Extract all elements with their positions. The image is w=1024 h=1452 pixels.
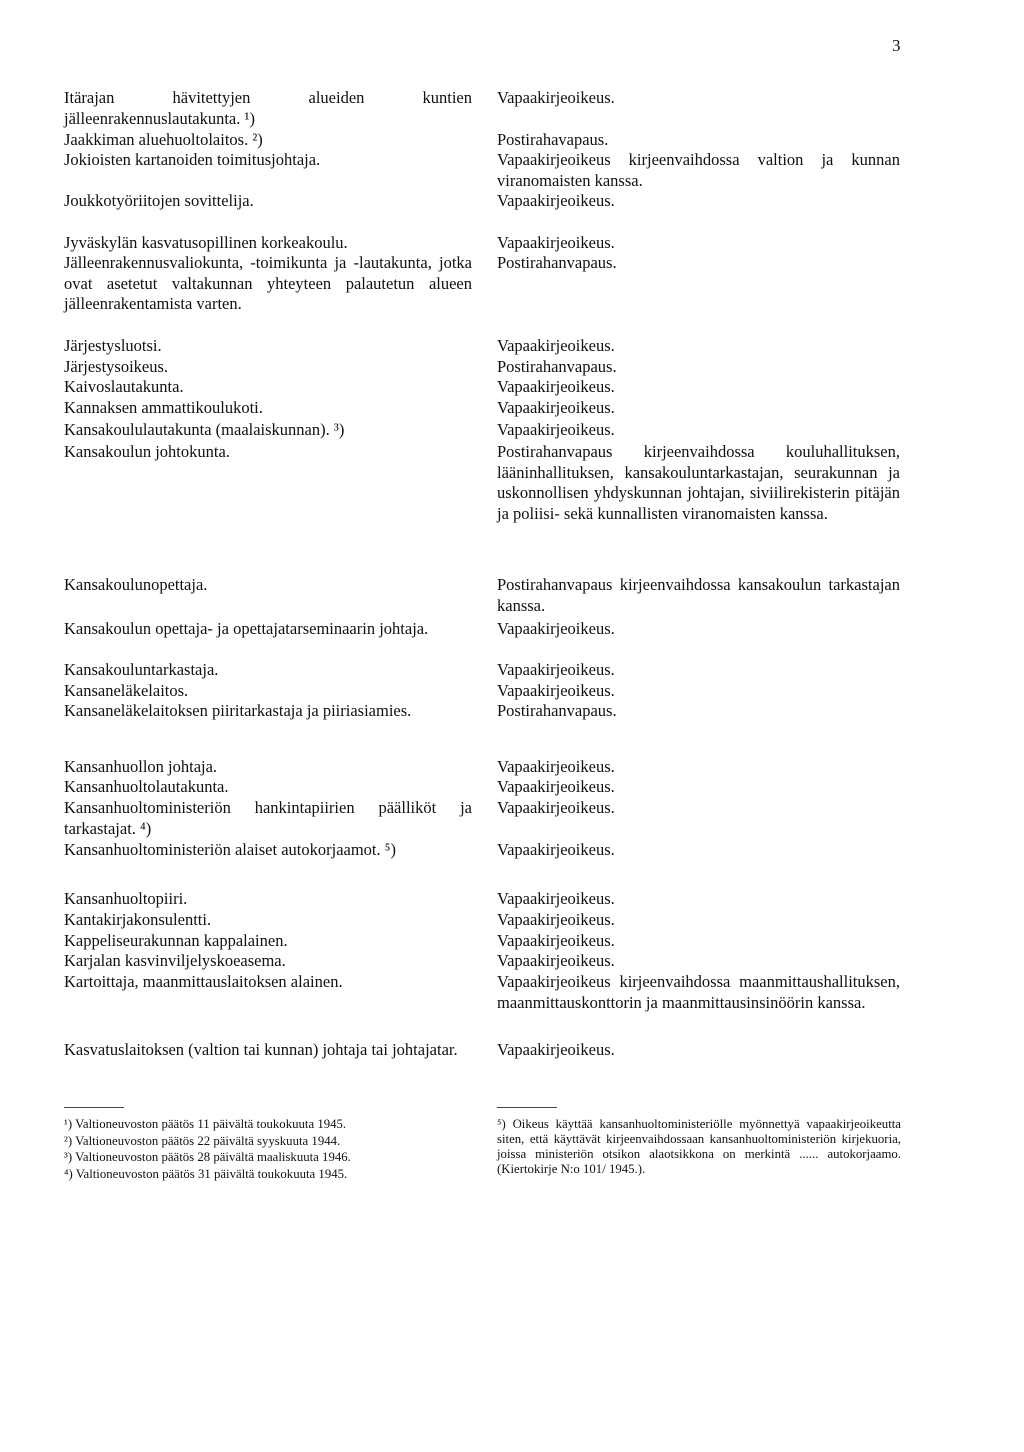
entry-postal-right: Vapaakirjeoikeus. (497, 619, 615, 638)
entry-name: Kartoittaja, maanmittauslaitoksen alainen. (64, 972, 343, 991)
entry-postal-right: Postirahanvapaus. (497, 357, 617, 376)
entry-postal-right: Vapaakirjeoikeus. (497, 420, 615, 439)
entry-postal-right: Vapaakirjeoikeus kirjeenvaihdossa maanmittaushallituksen, maanmittauskonttorin ja maanmittausinsinöörin kanssa. (497, 972, 900, 1012)
entry-name: Kansanhuollon johtaja. (64, 757, 218, 776)
entry-postal-right: Vapaakirjeoikeus. (497, 377, 615, 396)
entry-postal-right: Vapaakirjeoikeus. (497, 233, 615, 252)
entry-name: Jyväskylän kasvatusopillinen korkeakoulu. (64, 233, 348, 252)
entry-postal-right: Vapaakirjeoikeus. (497, 191, 615, 210)
entry-name: Kansanhuoltopiiri. (64, 889, 188, 908)
entry-name: Jaakkiman aluehuoltolaitos. ²) (64, 130, 263, 149)
entry-postal-right: Vapaakirjeoikeus. (497, 681, 615, 700)
footnote: ³) Valtioneuvoston päätös 28 päivältä maaliskuuta 1946. (64, 1150, 351, 1164)
footnote-rule-left (64, 1107, 124, 1108)
entry-name: Kansanhuoltoministeriön alaiset autokorjaamot. ⁵) (64, 840, 397, 859)
entry-postal-right: Vapaakirjeoikeus. (497, 660, 615, 679)
entry-name: Joukkotyöriitojen sovittelija. (64, 191, 254, 210)
entry-name: Kantakirjakonsulentti. (64, 910, 212, 929)
footnote: ⁴) Valtioneuvoston päätös 31 päivältä toukokuuta 1945. (64, 1166, 348, 1181)
footnote: ¹) Valtioneuvoston päätös 11 päivältä toukokuuta 1945. (64, 1117, 347, 1131)
entry-postal-right: Postirahanvapaus. (497, 253, 617, 272)
footnote-rule-right (497, 1107, 557, 1108)
entry-name: Kansanhuoltoministeriön hankintapiirien päälliköt ja tarkastajat. ⁴) (64, 798, 472, 838)
footnotes-right (497, 1117, 901, 1179)
footnote: ⁵) Oikeus käyttää kansanhuoltoministeriölle myönnettyä vapaakirjeoikeutta siten, että käyttävät kirjeenvaihdossaan kansanhuoltoministeriön kirjekuoria, joissa ministeriön otsikon alaotsikkona on merkintä ...... autokorjaamo. (Kiertokirje N:o 101/ 1945.). (497, 1117, 901, 1176)
entry-name: Itärajan hävitettyjen alueiden kuntien jälleenrakennuslautakunta. ¹) (64, 88, 472, 128)
entry-name: Kansakoulun opettaja- ja opettajatarseminaarin johtaja. (64, 619, 429, 638)
entry-postal-right: Postirahanvapaus kirjeenvaihdossa kouluhallituksen, lääninhallituksen, kansakouluntarkastajan, seurakunnan ja uskonnollisen yhdyskunnan johtajan, siviilirekisterin pitäjän ja poliisi- sekä kunnallisten viranomaisten kanssa. (497, 442, 900, 523)
entry-postal-right: Postirahanvapaus. (497, 701, 617, 720)
entry-postal-right: Vapaakirjeoikeus. (497, 1040, 615, 1059)
entry-postal-right: Vapaakirjeoikeus. (497, 88, 615, 107)
entry-name: Kansakouluntarkastaja. (64, 660, 219, 679)
entry-postal-right: Vapaakirjeoikeus. (497, 757, 615, 776)
entry-name: Kansakoulun johtokunta. (64, 442, 230, 461)
entry-postal-right: Vapaakirjeoikeus. (497, 931, 615, 950)
entry-name: Karjalan kasvinviljelyskoeasema. (64, 951, 286, 970)
page-number: 3 (892, 36, 901, 55)
entry-name: Kansakoululautakunta (maalaiskunnan). ³) (64, 420, 345, 439)
entry-name: Kansakoulunopettaja. (64, 575, 208, 594)
entry-postal-right: Vapaakirjeoikeus. (497, 910, 615, 929)
entry-name: Kansaneläkelaitoksen piiritarkastaja ja piiriasiamies. (64, 701, 412, 720)
entry-name: Kansanhuoltolautakunta. (64, 777, 229, 796)
entry-postal-right: Vapaakirjeoikeus. (497, 951, 615, 970)
entry-name: Järjestysoikeus. (64, 357, 169, 376)
entry-postal-right: Vapaakirjeoikeus. (497, 336, 615, 355)
entry-name: Kaivoslautakunta. (64, 377, 184, 396)
entry-name: Järjestysluotsi. (64, 336, 162, 355)
entry-postal-right: Vapaakirjeoikeus. (497, 398, 615, 417)
entry-name: Kasvatuslaitoksen (valtion tai kunnan) johtaja tai johtajatar. (64, 1040, 458, 1059)
entry-name: Kappeliseurakunnan kappalainen. (64, 931, 288, 950)
footnotes-left (64, 1117, 468, 1183)
entry-postal-right: Vapaakirjeoikeus. (497, 889, 615, 908)
entry-postal-right: Vapaakirjeoikeus. (497, 840, 615, 859)
entry-postal-right: Vapaakirjeoikeus. (497, 798, 615, 817)
entry-postal-right: Vapaakirjeoikeus kirjeenvaihdossa valtion ja kunnan viranomaisten kanssa. (497, 150, 900, 190)
entry-name: Jokioisten kartanoiden toimitusjohtaja. (64, 150, 321, 169)
entry-name: Jälleenrakennusvaliokunta, -toimikunta ja -lautakunta, jotka ovat asetetut valtakunnan yhteyteen palautetun alueen jälleenrakentamista varten. (64, 253, 472, 314)
footnote: ²) Valtioneuvoston päätös 22 päivältä syyskuuta 1944. (64, 1133, 341, 1148)
entry-postal-right: Vapaakirjeoikeus. (497, 777, 615, 796)
entry-postal-right: Postirahavapaus. (497, 130, 609, 149)
entry-name: Kannaksen ammattikoulukoti. (64, 398, 263, 417)
entry-postal-right: Postirahanvapaus kirjeenvaihdossa kansakoulun tarkastajan kanssa. (497, 575, 900, 615)
entry-name: Kansaneläkelaitos. (64, 681, 189, 700)
